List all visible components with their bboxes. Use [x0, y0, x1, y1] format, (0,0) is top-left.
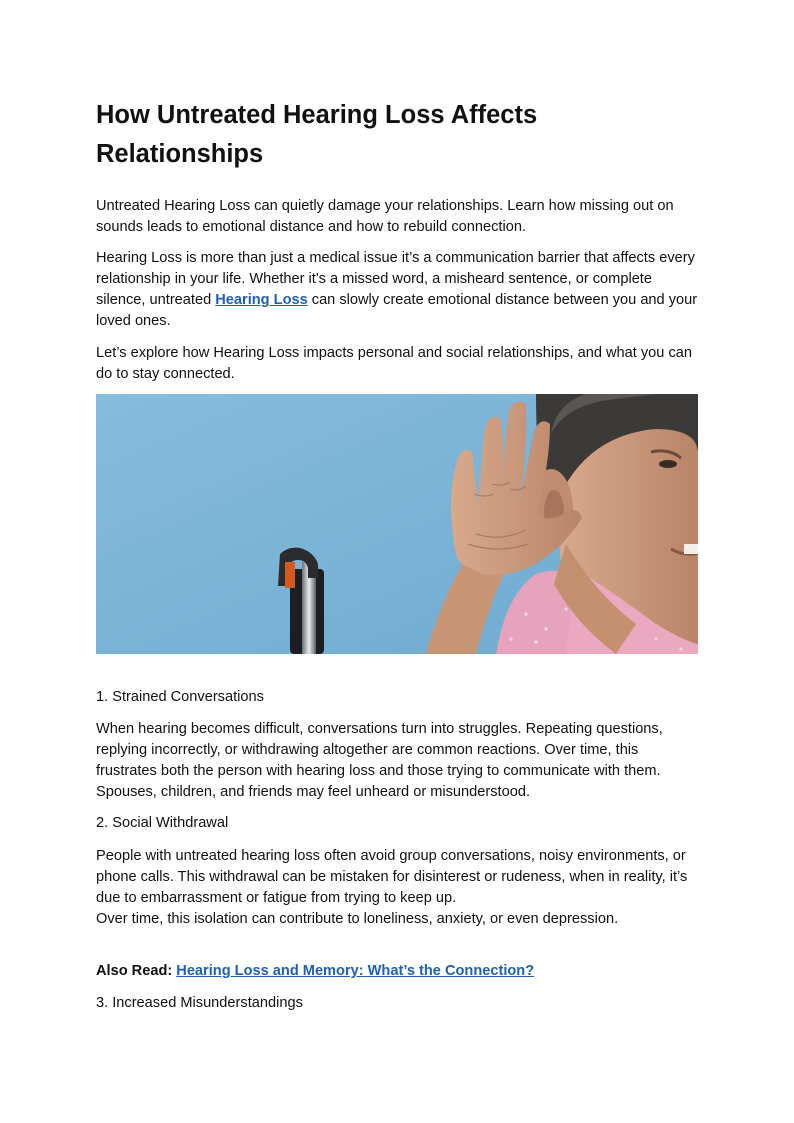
social-withdrawal-text-a: People with untreated hearing loss often avoid group conversations, noisy environments, or phone calls. This withdrawal can be mistaken for disinterest or rudeness, when in reality, it’s due to embarrassment or fatigue from trying to keep up.	[96, 848, 688, 906]
section-heading-social-withdrawal: 2. Social Withdrawal	[96, 815, 229, 831]
also-read	[96, 961, 534, 982]
paragraph-text-before: Hearing Loss is more than just a medical issue it’s a communication barrier that affects every relationship in your life. Whether it's a missed word, a misheard sentence, or complete silence, untreated	[96, 250, 695, 308]
social-withdrawal-text-b: Over time, this isolation can contribute to loneliness, anxiety, or even depression.	[96, 911, 619, 927]
section-heading-misunderstandings: 3. Increased Misunderstandings	[96, 995, 303, 1011]
section-text-strained-conversations: When hearing becomes difficult, conversations turn into struggles. Repeating questions, replying incorrectly, or withdrawing altogether are common reactions. Over time, this frustrates both the person with hearing loss and those trying to communicate with them. Spouses, children, and friends may feel unheard or misunderstood.	[96, 721, 663, 800]
section-heading-strained-conversations: 1. Strained Conversations	[96, 689, 264, 705]
article	[96, 96, 698, 1011]
page-title: How Untreated Hearing Loss Affects Relationships	[96, 101, 538, 168]
also-read-label: Also Read:	[96, 963, 177, 979]
paragraph-explore: Let’s explore how Hearing Loss impacts personal and social relationships, and what you can do to stay connected.	[96, 345, 692, 382]
hearing-loss-link[interactable]: Hearing Loss	[215, 292, 308, 308]
section-text-social-withdrawal	[96, 846, 698, 930]
hero-image	[96, 394, 698, 654]
also-read-link[interactable]: Hearing Loss and Memory: What’s the Connection?	[176, 963, 535, 979]
intro-paragraph: Untreated Hearing Loss can quietly damage your relationships. Learn how missing out on sounds leads to emotional distance and how to rebuild connection.	[96, 198, 674, 235]
paragraph-text-after: can slowly create emotional distance between you and your loved ones.	[96, 292, 698, 329]
paragraph-hearing-loss	[96, 248, 698, 332]
